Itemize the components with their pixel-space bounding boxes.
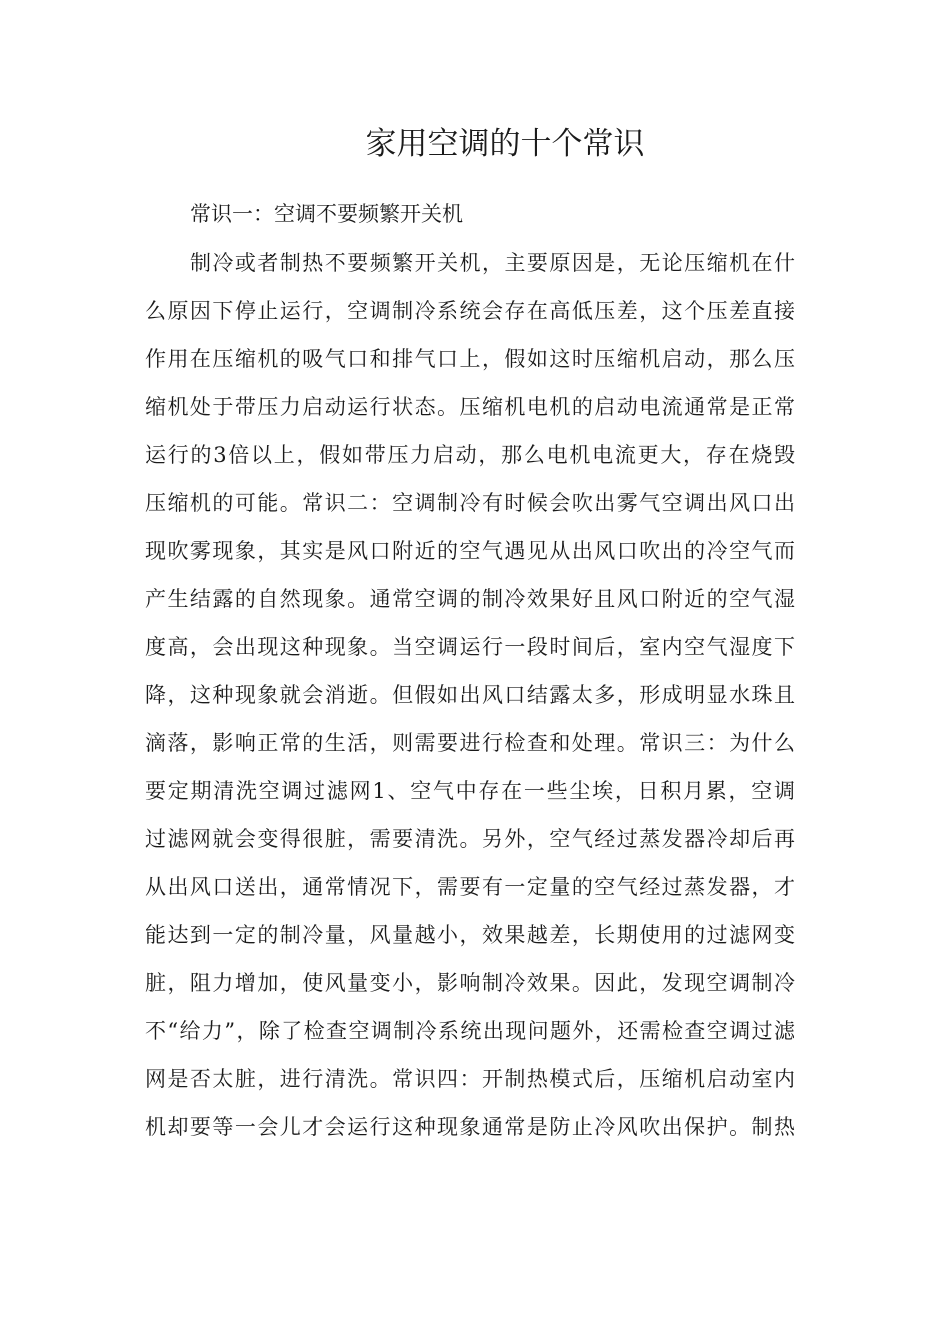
paragraph-line: 产生结露的自然现象。通常空调的制冷效果好且风口附近的空气湿 xyxy=(145,587,795,611)
paragraph-line: 缩机处于带压力启动运行状态。压缩机电机的启动电流通常是正常 xyxy=(145,395,795,419)
paragraph-line: 降，这种现象就会消逝。但假如出风口结露太多，形成明显水珠且 xyxy=(145,683,795,707)
paragraph-line: 从出风口送出，通常情况下，需要有一定量的空气经过蒸发器，才 xyxy=(145,875,795,899)
paragraph-line: 压缩机的可能。常识二：空调制冷有时候会吹出雾气空调出风口出 xyxy=(145,491,795,515)
paragraph-line: 要定期清洗空调过滤网1、空气中存在一些尘埃，日积月累，空调 xyxy=(145,779,795,803)
body-text xyxy=(145,246,795,1158)
paragraph-line: 运行的3倍以上，假如带压力启动，那么电机电流更大，存在烧毁 xyxy=(145,443,795,467)
paragraph-line: 现吹雾现象，其实是风口附近的空气遇见从出风口吹出的冷空气而 xyxy=(145,539,795,563)
document-title: 家用空调的十个常识 xyxy=(365,126,645,162)
paragraph-line: 脏，阻力增加，使风量变小，影响制冷效果。因此，发现空调制冷 xyxy=(145,971,795,995)
paragraph-line: 能达到一定的制冷量，风量越小，效果越差，长期使用的过滤网变 xyxy=(145,923,795,947)
paragraph-line: 不“给力”，除了检查空调制冷系统出现问题外，还需检查空调过滤 xyxy=(145,1019,795,1043)
paragraph-line: 网是否太脏，进行清洗。常识四：开制热模式后，压缩机启动室内 xyxy=(145,1067,795,1091)
paragraph-line: 滴落，影响正常的生活，则需要进行检查和处理。常识三：为什么 xyxy=(145,731,795,755)
paragraph-line: 过滤网就会变得很脏，需要清洗。另外，空气经过蒸发器冷却后再 xyxy=(145,827,795,851)
paragraph-line: 度高，会出现这种现象。当空调运行一段时间后，室内空气湿度下 xyxy=(145,635,795,659)
section-heading: 常识一：空调不要频繁开关机 xyxy=(190,202,463,226)
paragraph-line: 作用在压缩机的吸气口和排气口上，假如这时压缩机启动，那么压 xyxy=(145,347,795,371)
paragraph-line: 制冷或者制热不要频繁开关机，主要原因是，无论压缩机在什 xyxy=(190,251,795,275)
paragraph-line: 机却要等一会儿才会运行这种现象通常是防止冷风吹出保护。制热 xyxy=(145,1115,795,1139)
paragraph-line: 么原因下停止运行，空调制冷系统会存在高低压差，这个压差直接 xyxy=(145,299,795,323)
